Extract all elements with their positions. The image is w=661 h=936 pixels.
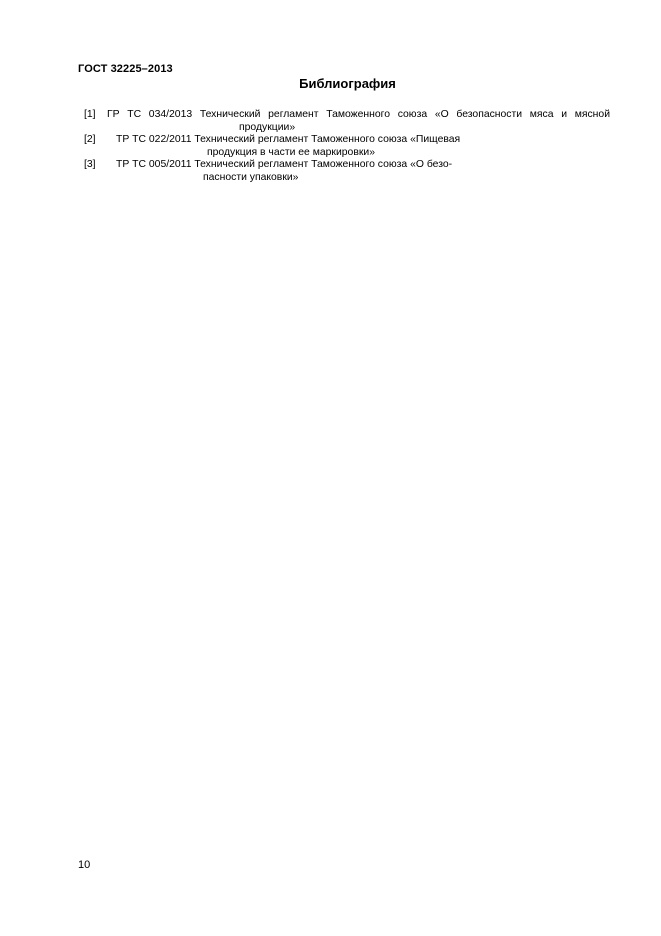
bibliography-entry-number: [2] [84,134,96,145]
bibliography-entry-text-continued: продукция в части ее маркировки» [207,146,375,158]
bibliography-entry-text: ГР ТС 034/2013 Технический регламент Таможенного союза «О безопасности мяса и мясной [107,109,610,120]
bibliography-entry-text-continued: продукции» [239,121,296,133]
bibliography-entry-1 [84,109,610,134]
bibliography-entry-text-continued: пасности упаковки» [203,171,299,183]
page-number: 10 [78,859,91,871]
bibliography-entry-number: [3] [84,159,96,170]
section-title: Библиография [299,76,396,91]
bibliography-entry-number: [1] [84,109,96,120]
bibliography-entry-text: ТР ТС 005/2011 Технический регламент Таможенного союза «О безо- [116,159,453,170]
document-code: ГОСТ 32225–2013 [78,63,173,75]
bibliography-entry-2 [84,134,610,159]
bibliography-list [84,109,610,184]
bibliography-entry-text: ТР ТС 022/2011 Технический регламент Таможенного союза «Пищевая [116,134,461,145]
bibliography-entry-3 [84,159,610,184]
